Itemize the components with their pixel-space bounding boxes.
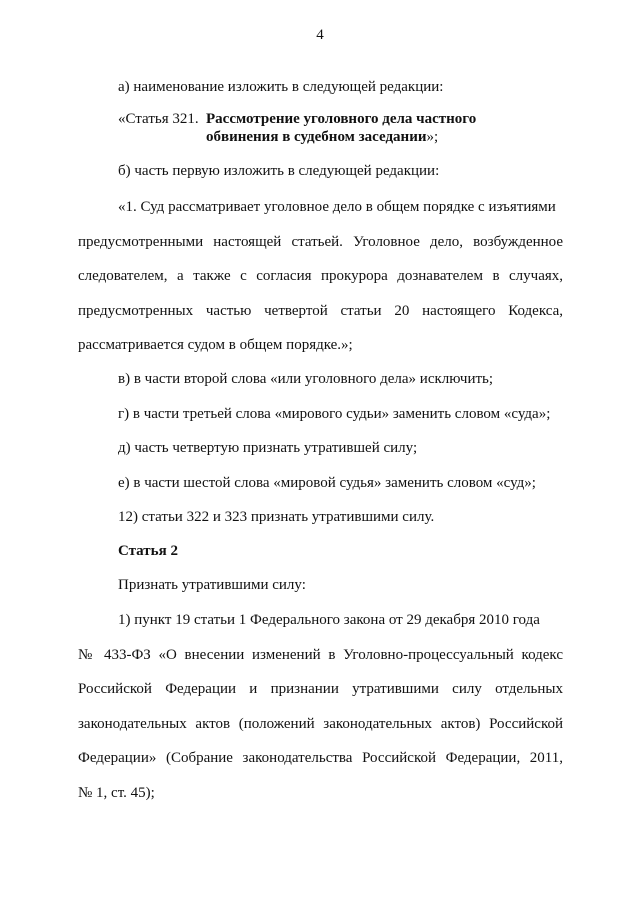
paragraph-1-line5: рассматривается судом в общем порядке.»;: [78, 337, 353, 353]
paragraph-1-line2: предусмотренными настоящей статьей. Уголовное дело, возбужденное: [78, 234, 563, 250]
list-1-line6: № 1, ст. 45);: [78, 785, 155, 801]
item-g: г) в части третьей слова «мирового судьи» заменить словом «суда»;: [118, 406, 551, 422]
item-b: б) часть первую изложить в следующей редакции:: [118, 163, 440, 179]
article-2-heading: Статья 2: [118, 543, 178, 559]
list-1-line5: Федерации» (Собрание законодательства Российской Федерации, 2011,: [78, 750, 563, 766]
article-321-title-line1: Рассмотрение уголовного дела частного: [206, 111, 477, 127]
article-321-prefix: «Статья 321.: [118, 111, 199, 127]
paragraph-1-line4: предусмотренных частью четвертой статьи 20 настоящего Кодекса,: [78, 303, 563, 319]
article-321-suffix: »;: [426, 129, 439, 145]
item-e: е) в части шестой слова «мировой судья» заменить словом «суд»;: [118, 475, 536, 491]
list-1-line4: законодательных актов (положений законодательных актов) Российской: [78, 716, 563, 732]
item-v: в) в части второй слова «или уголовного дела» исключить;: [118, 371, 494, 387]
paragraph-1-line3: следователем, а также с согласия прокурора дознавателем в случаях,: [78, 268, 563, 284]
page-number: 4: [316, 27, 324, 43]
item-a: а) наименование изложить в следующей редакции:: [118, 79, 444, 95]
list-1-line1: 1) пункт 19 статьи 1 Федерального закона от 29 декабря 2010 года: [118, 612, 540, 628]
list-1-line2: № 433-ФЗ «О внесении изменений в Уголовно-процессуальный кодекс: [78, 647, 563, 663]
recognize-line: Признать утратившими силу:: [118, 577, 306, 593]
article-321-heading: [118, 110, 476, 128]
item-d: д) часть четвертую признать утратившей силу;: [118, 440, 418, 456]
article-321-title-line2: обвинения в судебном заседании: [206, 129, 427, 145]
item-12: 12) статьи 322 и 323 признать утратившими силу.: [118, 509, 435, 525]
list-1-line3: Российской Федерации и признании утратившими силу отдельных: [78, 681, 563, 697]
paragraph-1-line1: «1. Суд рассматривает уголовное дело в общем порядке с изъятиями: [118, 199, 556, 215]
article-321-title-line2-wrap: [206, 128, 438, 146]
